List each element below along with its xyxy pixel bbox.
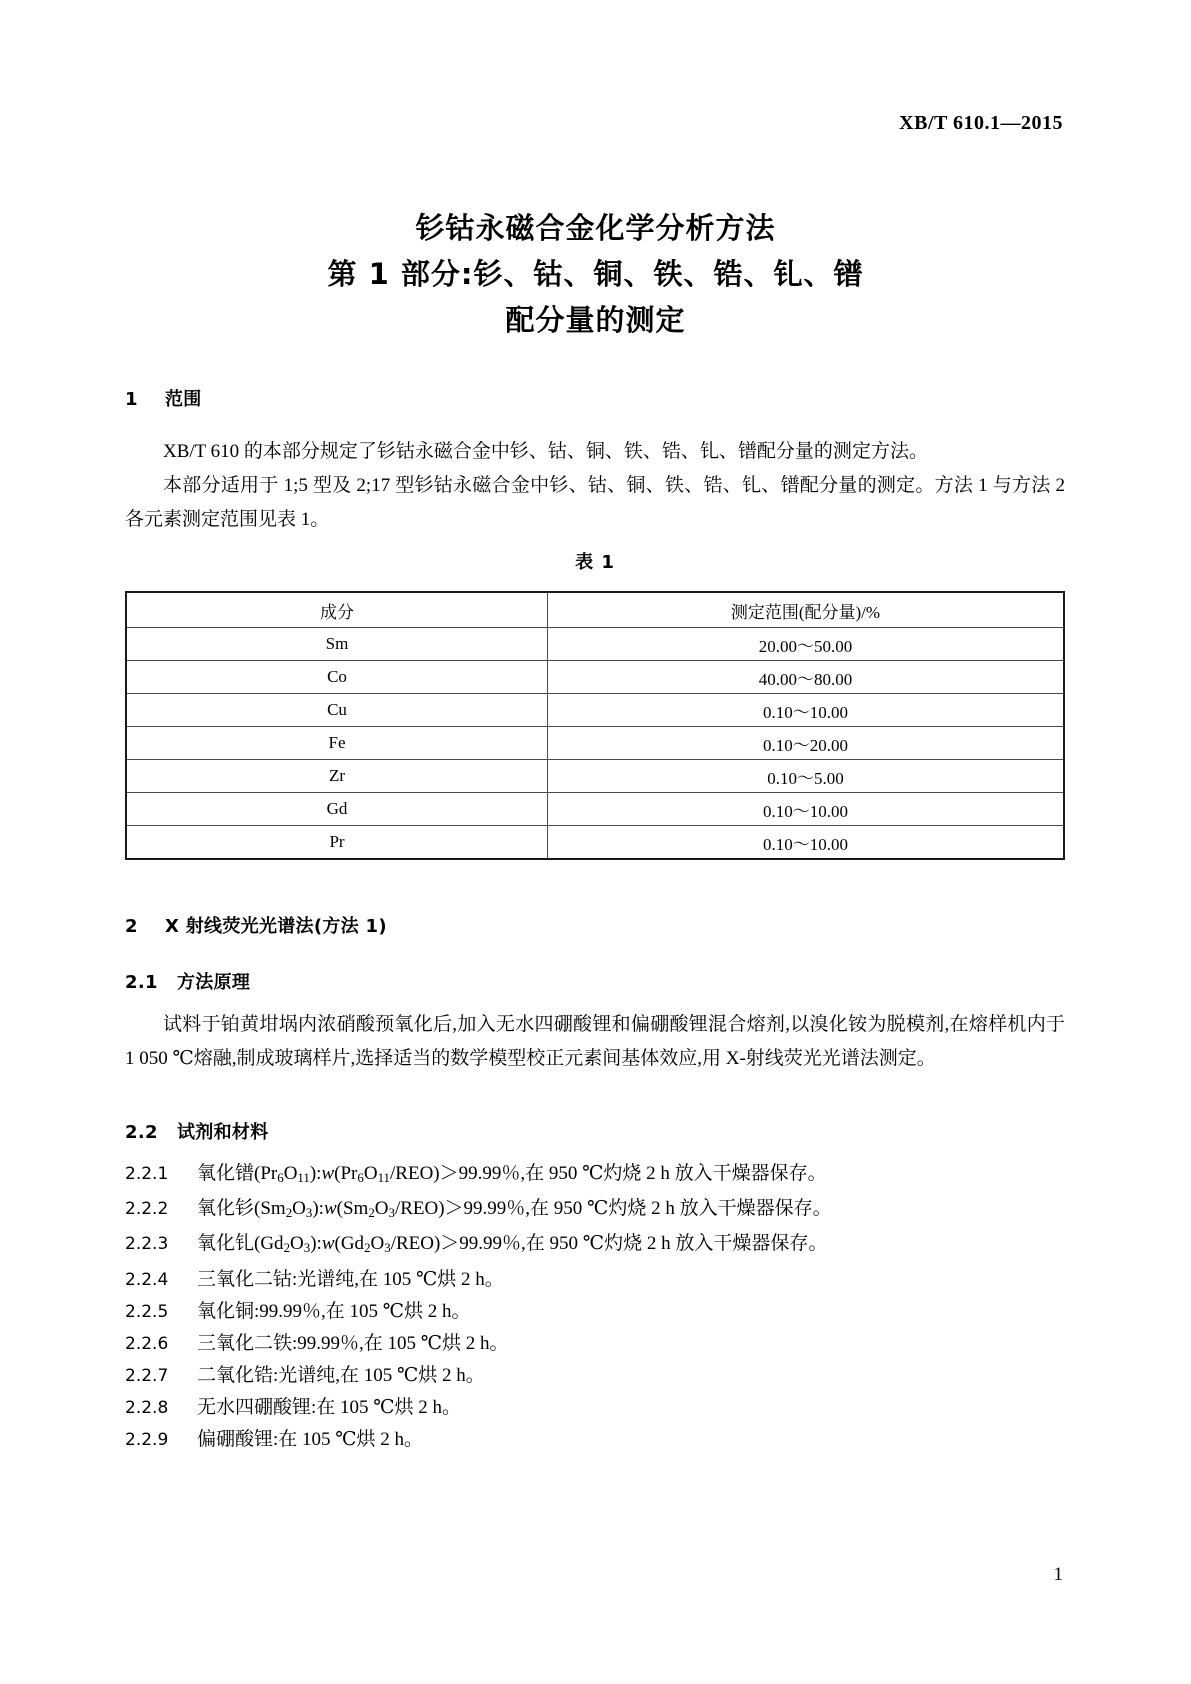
table-row bbox=[126, 661, 1064, 694]
reagent-number: 2.2.2 bbox=[125, 1199, 169, 1220]
list-item bbox=[125, 1264, 1065, 1296]
principle-paragraph-1: 试料于铂黄坩埚内浓硝酸预氧化后,加入无水四硼酸锂和偏硼酸锂混合熔剂,以溴化铵为脱模剂,在熔样机内于 1 050 ℃熔融,制成玻璃样片,选择适当的数学模型校正元素间基体效应,用 X-射线荧光光谱法测定。 bbox=[125, 1014, 1065, 1069]
section-principle-number: 2.1 bbox=[125, 972, 158, 993]
reagent-number: 2.2.1 bbox=[125, 1164, 169, 1184]
cell-range: 0.10～10.00 bbox=[548, 793, 1065, 826]
table-caption: 表 1 bbox=[575, 552, 615, 573]
reagent-text: 氧化铜:99.99％,在 105 ℃烘 2 h。 bbox=[197, 1300, 471, 1322]
reagent-number: 2.2.3 bbox=[125, 1234, 169, 1255]
scope-paragraph-2: 本部分适用于 1;5 型及 2;17 型钐钴永磁合金中钐、钴、铜、铁、锆、钆、镨配分量的测定。方法 1 与方法 2 各元素测定范围见表 1。 bbox=[125, 475, 1065, 530]
table-row bbox=[126, 760, 1064, 793]
section-scope-title: 范围 bbox=[165, 389, 202, 410]
section-scope bbox=[125, 385, 1065, 411]
section-principle-heading bbox=[125, 968, 1065, 994]
table-row bbox=[126, 628, 1064, 661]
reagent-number: 2.2.5 bbox=[125, 1301, 169, 1322]
page-title bbox=[0, 205, 1191, 343]
cell-component: Fe bbox=[126, 727, 548, 760]
list-item bbox=[125, 1328, 1065, 1360]
list-item bbox=[125, 1228, 1065, 1263]
reagent-text: 无水四硼酸锂:在 105 ℃烘 2 h。 bbox=[197, 1396, 462, 1418]
cell-component: Co bbox=[126, 661, 548, 694]
cell-component: Sm bbox=[126, 628, 548, 661]
list-item bbox=[125, 1392, 1065, 1424]
section-scope-heading bbox=[125, 385, 1065, 411]
title-line-2: 第 1 部分:钐、钴、铜、铁、锆、钆、镨 bbox=[327, 257, 864, 291]
reagent-number: 2.2.9 bbox=[125, 1429, 169, 1450]
cell-range: 20.00～50.00 bbox=[548, 628, 1065, 661]
cell-range: 0.10～10.00 bbox=[548, 694, 1065, 727]
table-header-range: 测定范围(配分量)/% bbox=[548, 592, 1065, 628]
document-header-standard-code: XB/T 610.1—2015 bbox=[899, 112, 1063, 134]
reagent-text: 氧化钐$(Sm_2O_3):w(Sm_2O_3/REO)>99.99$％,在 950 ℃灼烧 2 h 放入干燥器保存。 bbox=[197, 1198, 832, 1221]
reagent-text: 氧化钆$(Gd_2O_3):w(Gd_2O_3/REO)>99.99$％,在 950 ℃灼烧 2 h 放入干燥器保存。 bbox=[197, 1233, 828, 1256]
section-principle-body bbox=[125, 1008, 1065, 1076]
reagent-number: 2.2.7 bbox=[125, 1365, 169, 1386]
list-item bbox=[125, 1193, 1065, 1228]
table-header-row bbox=[126, 592, 1064, 628]
cell-component: Zr bbox=[126, 760, 548, 793]
cell-range: 0.10～5.00 bbox=[548, 760, 1065, 793]
section-principle-title: 方法原理 bbox=[177, 972, 251, 993]
reagent-text: 偏硼酸锂:在 105 ℃烘 2 h。 bbox=[197, 1428, 424, 1450]
list-item bbox=[125, 1296, 1065, 1328]
measurement-range-table bbox=[125, 591, 1065, 860]
section-xrf bbox=[125, 912, 1065, 938]
cell-range: 40.00～80.00 bbox=[548, 661, 1065, 694]
reagent-text: 三氧化二钴:光谱纯,在 105 ℃烘 2 h。 bbox=[197, 1268, 504, 1290]
section-reagents-heading bbox=[125, 1118, 1065, 1144]
section-reagents-title: 试剂和材料 bbox=[177, 1122, 269, 1143]
section-reagents-number: 2.2 bbox=[125, 1122, 158, 1143]
table-row bbox=[126, 826, 1064, 860]
table-caption-wrap bbox=[125, 548, 1065, 574]
table-row bbox=[126, 727, 1064, 760]
table-row bbox=[126, 694, 1064, 727]
title-line-3: 配分量的测定 bbox=[505, 303, 686, 337]
section-scope-body bbox=[125, 435, 1065, 537]
table-body bbox=[126, 628, 1064, 860]
list-item bbox=[125, 1360, 1065, 1392]
cell-range: 0.10～20.00 bbox=[548, 727, 1065, 760]
section-scope-number: 1 bbox=[125, 389, 138, 410]
section-xrf-number: 2 bbox=[125, 916, 138, 937]
list-item bbox=[125, 1158, 1065, 1193]
cell-range: 0.10～10.00 bbox=[548, 826, 1065, 860]
table-header-component: 成分 bbox=[126, 592, 548, 628]
cell-component: Cu bbox=[126, 694, 548, 727]
reagent-number: 2.2.4 bbox=[125, 1269, 169, 1290]
table-row bbox=[126, 793, 1064, 826]
list-item bbox=[125, 1424, 1065, 1456]
reagent-list bbox=[125, 1158, 1065, 1456]
section-reagents bbox=[125, 1118, 1065, 1144]
reagent-text: 氧化镨$(Pr_6O_{11}):w(Pr_6O_{11}/REO)>99.99$％,在 950 ℃灼烧 2 h 放入干燥器保存。 bbox=[197, 1163, 827, 1186]
section-principle bbox=[125, 968, 1065, 994]
title-line-1: 钐钴永磁合金化学分析方法 bbox=[415, 211, 776, 245]
reagent-text: 三氧化二铁:99.99％,在 105 ℃烘 2 h。 bbox=[197, 1332, 509, 1354]
reagent-number: 2.2.8 bbox=[125, 1397, 169, 1418]
cell-component: Gd bbox=[126, 793, 548, 826]
reagent-number: 2.2.6 bbox=[125, 1333, 169, 1354]
cell-component: Pr bbox=[126, 826, 548, 860]
spec-table-wrap bbox=[125, 591, 1065, 860]
footer-page-number: 1 bbox=[1053, 1564, 1063, 1585]
reagent-text: 二氧化锆:光谱纯,在 105 ℃烘 2 h。 bbox=[197, 1364, 485, 1386]
section-xrf-heading bbox=[125, 912, 1065, 938]
section-xrf-title: X 射线荧光光谱法(方法 1) bbox=[165, 916, 387, 937]
scope-paragraph-1: XB/T 610 的本部分规定了钐钴永磁合金中钐、钴、铜、铁、锆、钆、镨配分量的测定方法。 bbox=[163, 441, 928, 462]
